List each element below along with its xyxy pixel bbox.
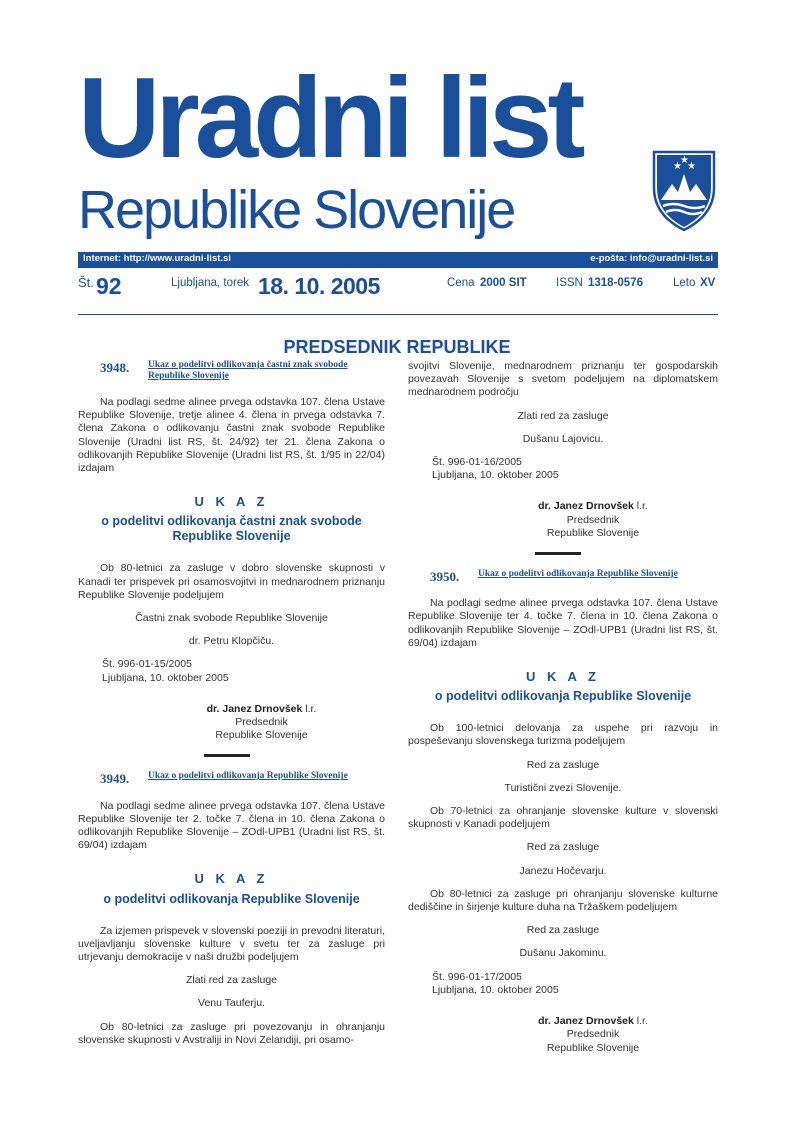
signature-role: Predsednik [566, 1028, 620, 1041]
award-recipient: Turistični zvezi Slovenije. [504, 781, 622, 794]
award-name: Red za zasluge [526, 924, 600, 937]
price-label: Cena [447, 277, 475, 289]
masthead-title: Uradni list [78, 55, 581, 182]
svg-text:★: ★ [680, 155, 689, 166]
ref-date: Ljubljana, 10. oktober 2005 [102, 671, 229, 684]
doc-title-link[interactable]: Ukaz o podelitvi odlikovanja častni znak svobode Republike Slovenije [148, 360, 348, 381]
price-value: 2000 SIT [480, 277, 527, 289]
signature-name: dr. Janez Drnovšek [538, 1015, 634, 1028]
ref-date: Ljubljana, 10. oktober 2005 [432, 983, 559, 996]
issue-date: 18. 10. 2005 [258, 273, 380, 299]
ukaz-subheading: o podelitvi odlikovanja Republike Slovenije [103, 891, 360, 906]
award-name: Red za zasluge [526, 841, 600, 854]
signature-suffix: l.r. [633, 1015, 648, 1028]
award-name: Častni znak svobode Republike Slovenije [135, 612, 328, 625]
award-reason: Ob 70-letnici za ohranjanje slovenske kulture v slovenski skupnosti v Kanadi podeljujem [408, 805, 718, 831]
ukaz-heading: U K A Z [194, 494, 269, 510]
issue-number: 92 [96, 273, 122, 299]
signature-role: Predsednik [566, 513, 620, 526]
award-name: Zlati red za zasluge [185, 974, 278, 987]
doc-number: 3949. [100, 771, 130, 787]
award-reason: Ob 100-letnici delovanja za uspehe pri razvoju in pospeševanju slovenskega turizma podeljujem [408, 722, 718, 748]
award-reason: Za izjemen prispevek v slovenski poeziji in prevodni literaturi, uveljavljanju slovenske kulture v svetu ter za zasluge pri utrjevanju demokracije v naši družbi podeljujem [78, 924, 385, 964]
right-column [408, 360, 718, 1055]
issn-label: ISSN [556, 277, 583, 289]
signature-role: Predsednik [235, 716, 288, 729]
signature-org: Republike Slovenije [546, 526, 640, 539]
email-link[interactable]: e-pošta: info@uradni-list.si [590, 253, 713, 264]
internet-link[interactable]: Internet: http://www.uradni-list.si [83, 253, 231, 264]
ukaz-heading: U K A Z [194, 871, 269, 887]
award-name: Zlati red za zasluge [517, 409, 609, 422]
masthead-contact-bar [78, 252, 718, 268]
signature-org: Republike Slovenije [546, 1041, 640, 1054]
award-recipient: Janezu Hočevarju. [519, 864, 607, 877]
award-recipient: Dušanu Lajovicu. [522, 432, 604, 445]
signature-suffix: l.r. [302, 702, 317, 715]
year-label: Leto [673, 277, 696, 289]
masthead-subtitle: Republike Slovenije [78, 180, 515, 240]
issue-info [0, 273, 794, 307]
doc-title-link[interactable]: Ukaz o podelitvi odlikovanja Republike Slovenije [148, 771, 348, 782]
doc-3950-header [430, 569, 718, 583]
award-reason: Ob 80-letnici za zasluge v dobro slovenske skupnosti v Kanadi ter prispevek pri osamosvojitvi in mednarodnem priznanju Republike Slovenije podeljujem [78, 562, 385, 601]
section-divider [204, 754, 250, 757]
award-reason: Ob 80-letnici za zasluge pri povezovanju in ohranjanju slovenske skupnosti v Avstraliji in Novi Zelandiji, pri osamo- [78, 1020, 385, 1046]
signature-block [408, 1015, 718, 1055]
ukaz-subheading: o podelitvi odlikovanja častni znak svobode Republike Slovenije [101, 514, 362, 544]
ref-date: Ljubljana, 10. oktober 2005 [432, 469, 559, 482]
award-reason-continued: svojitvi Slovenije, mednarodnem priznanju ter gospodarskih povezavah Slovenije s svetom podeljujem na diplomatskem mednarodnem področju [408, 360, 718, 399]
award-name: Red za zasluge [526, 758, 600, 771]
signature-suffix: l.r. [633, 500, 648, 513]
doc-title-link[interactable]: Ukaz o podelitvi odlikovanja Republike Slovenije [478, 569, 678, 580]
svg-text:★: ★ [673, 161, 682, 172]
left-column [78, 360, 385, 1057]
section-divider [535, 552, 581, 555]
ukaz-heading: U K A Z [526, 669, 600, 685]
doc-3949-header [100, 771, 385, 785]
signature-block [408, 500, 718, 540]
ref-number: Št. 996-01-16/2005 [432, 456, 522, 469]
ref-number: Št. 996-01-17/2005 [432, 970, 522, 983]
slovenia-coat-of-arms-icon [651, 150, 717, 232]
header-rule [78, 314, 718, 315]
doc-intro: Na podlagi sedme alinee prvega odstavka 107. člena Ustave Republike Slovenije ter 2. točke 7. člena in 10. člena Zakona o odlikovanjih Republike Slovenije – ZOdl-UPB1 (Uradni list RS, št. 69/04) izdajam [78, 799, 385, 852]
signature-block [78, 703, 385, 743]
doc-number: 3950. [430, 569, 460, 585]
doc-3948-header [100, 360, 385, 382]
doc-intro: Na podlagi sedme alinee prvega odstavka 107. člena Ustave Republike Slovenije ter 4. točke 7. člena in 10. člena Zakona o odlikovanjih Republike Slovenije – ZOdl-UPB1 (Uradni list RS, št. 69/04) izdajam [408, 597, 718, 649]
award-recipient: Dušanu Jakominu. [519, 947, 607, 960]
issue-place-day: Ljubljana, torek [171, 277, 249, 289]
signature-name: dr. Janez Drnovšek [206, 702, 303, 715]
svg-text:★: ★ [687, 161, 696, 172]
ref-number: Št. 996-01-15/2005 [102, 658, 192, 671]
doc-number: 3948. [100, 360, 130, 375]
year-value: XV [700, 277, 716, 289]
award-reason: Ob 80-letnici za zasluge pri ohranjanju slovenske kulturne dediščine in širjenje kulture duha na Tržaškem podeljujem [408, 887, 718, 914]
issn-value: 1318-0576 [588, 277, 643, 289]
signature-name: dr. Janez Drnovšek [538, 500, 634, 513]
award-recipient: Venu Tauferju. [198, 997, 265, 1010]
section-title: PREDSEDNIK REPUBLIKE [283, 337, 511, 357]
ukaz-subheading: o podelitvi odlikovanja Republike Slovenije [434, 689, 692, 704]
award-recipient: dr. Petru Klopčiču. [188, 635, 275, 648]
issue-number-label: Št. [78, 275, 94, 290]
signature-org: Republike Slovenije [215, 729, 308, 742]
doc-intro: Na podlagi sedme alinee prvega odstavka 107. člena Ustave Republike Slovenije, tretje alinee 4. člena in prvega odstavka 7. člena Zakona o odlikovanju častni znak svobode Republike Slovenije (Uradni list RS, št. 24/92) ter 21. člena Zakona o odlikovanjih Republike Slovenije (Uradni list RS, št. 1/95 in 22/04) izdajam [78, 396, 385, 475]
